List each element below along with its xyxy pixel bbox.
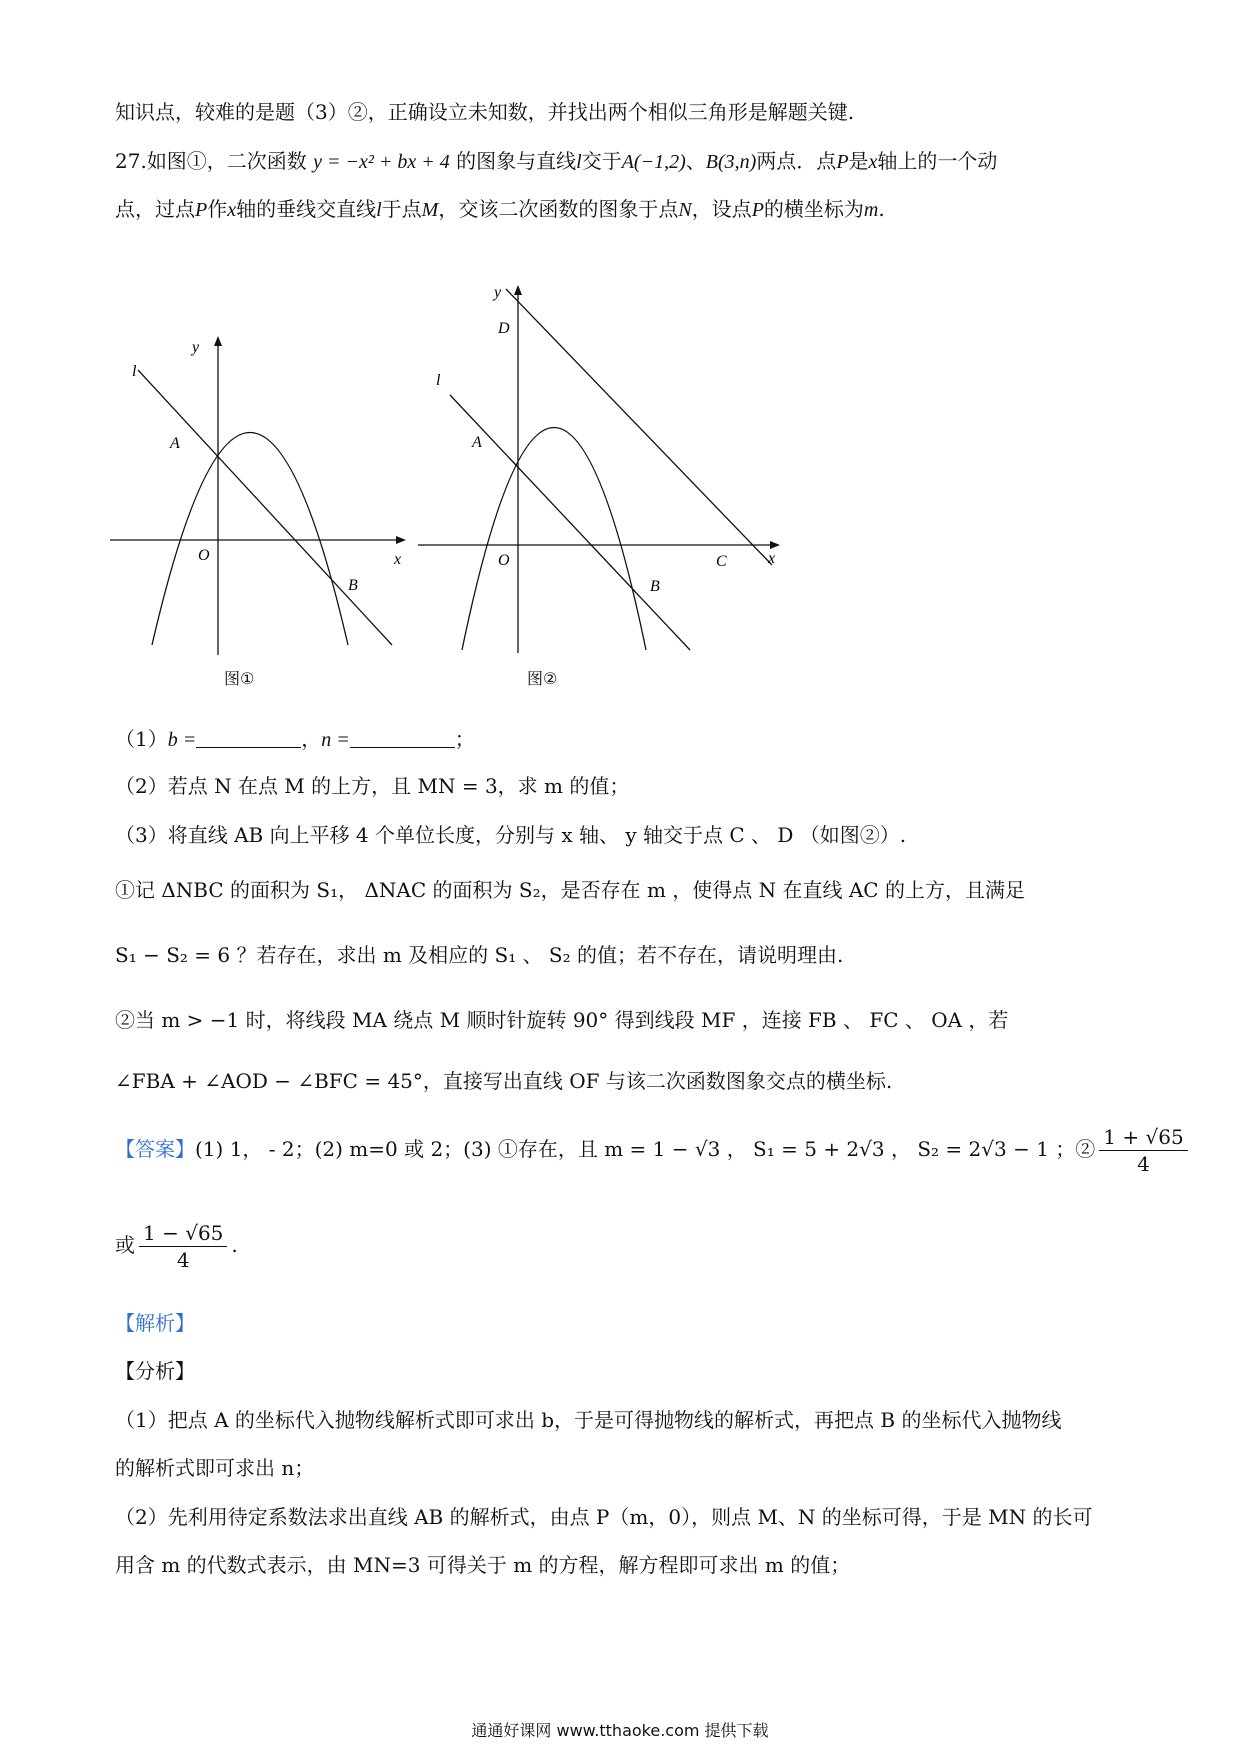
equation: y = −x² + bx + 4 <box>313 151 450 173</box>
line-l <box>138 370 392 645</box>
point-b: B(3,n) <box>705 151 757 173</box>
text: 于点 <box>381 197 422 221</box>
label-d: D <box>498 320 510 337</box>
answer-line-2 <box>115 1220 238 1273</box>
text: ，设点 <box>691 197 752 221</box>
label-l: l <box>132 363 137 380</box>
problem-line-1 <box>115 146 997 177</box>
question-3-1b: S₁ − S₂ = 6 ？若存在，求出 m 及相应的 S₁ 、 S₂ 的值；若不存在，请说明理由. <box>115 943 844 967</box>
label-o: O <box>498 552 510 569</box>
label-c: C <box>716 553 727 570</box>
label-o: O <box>198 547 210 564</box>
problem-line-2 <box>115 194 885 225</box>
question-2: （2）若点 N 在点 M 的上方，且 MN = 3，求 m 的值； <box>115 774 630 798</box>
var-x: x <box>227 199 237 221</box>
text: . <box>878 197 885 221</box>
text: （1） <box>115 727 168 751</box>
answer-blank-b[interactable] <box>196 727 301 748</box>
text: 的横坐标为 <box>763 197 864 221</box>
answer-fraction-1 <box>1099 1124 1187 1177</box>
figure-2 <box>410 275 790 660</box>
text: 两点．点 <box>756 149 837 173</box>
var-l: l <box>376 199 382 221</box>
var-l: l <box>576 151 582 173</box>
question-3-2a: ②当 m > −1 时，将线段 MA 绕点 M 顺时针旋转 90° 得到线段 MF ，连接 FB 、 FC 、 OA ，若 <box>115 1008 1009 1032</box>
text: 、 <box>685 149 706 173</box>
question-3-1a: ①记 ΔNBC 的面积为 S₁， ΔNAC 的面积为 S₂，是否存在 m ，使得点 N 在直线 AC 的上方，且满足 <box>115 878 1025 902</box>
text: ； <box>454 727 475 751</box>
parabola <box>152 433 348 646</box>
var-p: P <box>836 151 849 173</box>
text: 交于 <box>581 149 622 173</box>
text: 轴上的一个动 <box>877 149 998 173</box>
var-n-point: N <box>678 199 692 221</box>
answer-blank-n[interactable] <box>350 727 455 748</box>
intro-text: 知识点，较难的是题（3）②，正确设立未知数，并找出两个相似三角形是解题关键. <box>115 100 855 124</box>
label-y: y <box>192 339 200 356</box>
text: . <box>231 1233 238 1257</box>
y-arrow <box>214 336 222 346</box>
question-3: （3）将直线 AB 向上平移 4 个单位长度，分别与 x 轴、 y 轴交于点 C 、 D （如图②）. <box>115 823 907 847</box>
text: 如图①，二次函数 <box>146 149 307 173</box>
analysis-2-line-2: 用含 m 的代数式表示，由 MN=3 可得关于 m 的方程，解方程即可求出 m 的值； <box>115 1553 851 1577</box>
analysis-heading: 【分析】 <box>115 1359 195 1383</box>
answer-line-1 <box>115 1124 1192 1177</box>
x-arrow <box>770 541 780 549</box>
var-m: m <box>863 199 879 221</box>
analysis-tag: 【解析】 <box>115 1311 195 1335</box>
text: 点，过点 <box>115 197 195 221</box>
answer-fraction-2 <box>139 1220 227 1273</box>
var-b: b = <box>167 729 197 751</box>
question-3-2b: ∠FBA + ∠AOD − ∠BFC = 45°，直接写出直线 OF 与该二次函数图象交点的横坐标. <box>115 1069 893 1093</box>
var-x: x <box>868 151 878 173</box>
analysis-1-line-1: （1）把点 A 的坐标代入抛物线解析式即可求出 b，于是可得抛物线的解析式，再把点 B 的坐标代入抛物线 <box>115 1408 1062 1432</box>
question-1 <box>115 724 475 755</box>
text: 或 <box>115 1233 135 1257</box>
fraction-numerator: 1 + √65 <box>1099 1124 1187 1151</box>
label-x: x <box>394 551 402 568</box>
text: ， <box>301 727 322 751</box>
answer-tag: 【答案】 <box>115 1137 195 1161</box>
fraction-numerator: 1 − √65 <box>139 1220 227 1247</box>
var-p: P <box>751 199 764 221</box>
text: 是 <box>848 149 869 173</box>
fraction-denominator: 4 <box>1137 1152 1150 1176</box>
problem-number: 27. <box>115 149 147 173</box>
text: 的图象与直线 <box>456 149 577 173</box>
var-n: n = <box>321 729 350 751</box>
parabola <box>462 428 646 651</box>
analysis-2-line-1: （2）先利用待定系数法求出直线 AB 的解析式，由点 P（m，0），则点 M、N 的坐标可得，于是 MN 的长可 <box>115 1505 1093 1529</box>
analysis-1-line-2: 的解析式即可求出 n； <box>115 1456 315 1480</box>
label-y: y <box>494 284 502 301</box>
text: 作 <box>207 197 228 221</box>
label-l: l <box>436 372 441 389</box>
line-l <box>450 395 690 650</box>
figure-1-caption: 图① <box>224 669 255 688</box>
label-a: A <box>472 434 482 451</box>
var-m-point: M <box>421 199 439 221</box>
figure-2-caption: 图② <box>527 669 558 688</box>
text: 轴的垂线交直线 <box>236 197 377 221</box>
x-arrow <box>396 536 406 544</box>
line-cd <box>506 289 772 565</box>
point-a: A(−1,2) <box>621 151 686 173</box>
label-b: B <box>650 578 660 595</box>
figure-1 <box>110 330 410 660</box>
answer-text: (1) 1， - 2；(2) m=0 或 2；(3) ①存在，且 m = 1 − √3 ， S₁ = 5 + 2√3 ， S₂ = 2√3 − 1 ；② <box>195 1137 1096 1161</box>
label-x: x <box>768 550 776 567</box>
fraction-denominator: 4 <box>176 1248 190 1272</box>
label-a: A <box>170 435 180 452</box>
var-p: P <box>195 199 208 221</box>
footer: 通通好课网 www.tthaoke.com 提供下载 <box>471 1721 769 1740</box>
y-arrow <box>514 285 522 295</box>
text: ，交该二次函数的图象于点 <box>438 197 679 221</box>
label-b: B <box>348 577 358 594</box>
